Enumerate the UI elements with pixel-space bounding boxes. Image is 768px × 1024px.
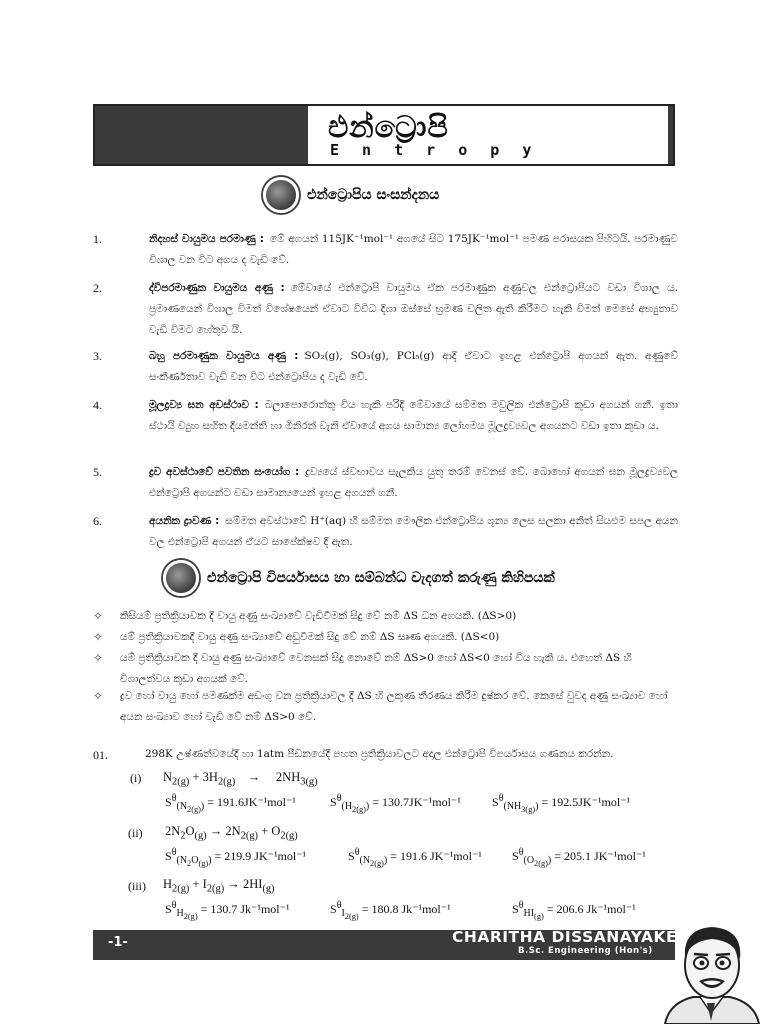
item-number: 4.	[93, 398, 102, 412]
list-item	[93, 462, 678, 504]
item-text: බලාපොරොත්තු විය හැකි පරිදි මේවායේ සම්මත මවුලික එන්ට්‍රොපි කුඩා අගයන් ගනී. ඉතා ස්ථායි ව්‍යුහ සහිත දියමන්ති හා මිනිරන් වැනි ඒවායේ අගය සාමාන්‍ය ලෝහමය මූලද්‍රව්‍යවල අගයනට වඩා ඉතා කුඩා ය.	[149, 399, 678, 432]
part-label: (ii)	[128, 826, 143, 840]
list-item	[93, 278, 678, 341]
page-title: එන්ට්‍රොපි	[328, 110, 449, 145]
item-number: 2.	[93, 281, 102, 295]
item-text: මේ අගයන් 115JK⁻¹mol⁻¹ අගයේ සිට 175JK⁻¹mol⁻¹ පමණ පරාසයක පිහිටයි. පරමාණුව විශාල වන විට අගය ද වැඩි වේ.	[149, 233, 678, 266]
rule-item	[93, 648, 678, 690]
item-text: සම්මත අවස්ථාවේ H⁺(aq) හි සම්මත මෞලික එන්ට්‍රොපිය ශූන්‍ය ලෙස සලකා අනිත් සියළුම සපල අයන වල එන්ට්‍රොපි අගයන් ඒයට සාපේක්ෂව දී ඇත.	[149, 515, 678, 548]
rule-item	[93, 627, 678, 648]
section-heading-comparison	[263, 175, 439, 215]
rule-item	[93, 686, 678, 728]
section-title: එන්ට්‍රොපිය සංසන්දනය	[307, 187, 440, 203]
item-number: 1.	[93, 232, 102, 246]
entropy-value: $S^\theta_{(N_{2(g)})} = 191.6JK^{-1}mol^{-1}$	[165, 793, 296, 815]
list-item	[93, 395, 678, 437]
rule-text: යම් ප්‍රතික්‍රියාවක දී වායු අණු සංඛ්‍යාවේ වෙනසක් සිදු නොවේ නම් ΔS>0 හෝ ΔS<0 හෝ විය හැකි ය. එහෙත් ΔS හි විශාලත්වය කුඩා අගයක් වේ.	[120, 652, 632, 685]
sparkle-bullet-icon: ✧	[93, 651, 104, 665]
reaction-equation: $2N_2O_{(g)} \to 2N_{2(g)} + O_{2(g)}$	[165, 824, 298, 842]
question-number: 01.	[93, 748, 108, 762]
item-label: අයනික ද්‍රාවණ :	[149, 515, 220, 527]
item-label: නිදහස් වායුමය පරමාණු :	[149, 233, 264, 245]
item-number: 3.	[93, 349, 102, 363]
item-label: බහු පරමාණුක වායුමය අණු :	[149, 350, 299, 362]
entropy-value: $S^\theta_{(N_{2(g)})} = 191.6$ JK⁻¹mol⁻¹	[348, 847, 482, 869]
list-item	[93, 346, 678, 388]
author-portrait-icon	[655, 915, 768, 1024]
list-item	[93, 511, 678, 553]
item-text: මේවායේ එන්ට්‍රොපි වායුමය ඒක පරමාණුක අණුවල එන්ට්‍රොපියට වඩා විශාල ය. ප්‍රමාණයෙන් විශාල විමත් විශේෂයෙන් ඒවාට විවිධ දිශා ඔස්සේ භ්‍රමණ චලිත ඇති කිරීමට හැකි විමත් මෙසේ අභ්‍යුතාව වැඩි විමට හේතුව යි.	[149, 282, 678, 336]
header-right-strip	[668, 106, 673, 164]
sparkle-bullet-icon: ✧	[93, 609, 104, 623]
item-number: 6.	[93, 514, 102, 528]
rule-text: ද්‍රව හෝ වායු හෝ පමණක්ම අඩංගු වන ප්‍රතික්‍රියාවල දී ΔS හි ලකුණ තීරණය කිරීම දුෂ්කර වේ. කෙසේ වුවද අණු සංඛ්‍යාව හෝ අයන සංඛ්‍යාව හෝ වැඩි වේ නම් ΔS>0 වේ.	[120, 690, 668, 723]
entropy-value: $S^\theta_{HI_{(g)}} = 206.6$ Jk⁻¹mol⁻¹	[512, 900, 636, 922]
sparkle-bullet-icon: ✧	[93, 689, 104, 703]
entropy-value: $S^\theta_{H_{2(g)}} = 130.7$ Jk⁻¹mol⁻¹	[165, 900, 290, 922]
author-degree: B.Sc. Engineering (Hon's)	[518, 946, 653, 956]
reaction-equation: $H_{2(g)} + I_{2(g)} \to 2HI_{(g)}$	[163, 877, 275, 895]
entropy-value: $S^\theta_{(O_{2(g)})} = 205.1$ JK⁻¹mol⁻¹	[512, 847, 646, 869]
rule-item	[93, 606, 678, 627]
sparkle-bullet-icon: ✧	[93, 630, 104, 644]
entropy-value: $S^\theta_{(H_{2(g)})} = 130.7JK^{-1}mol^{-1}$	[330, 793, 461, 815]
header-dark-block	[95, 106, 308, 164]
page-number: -1-	[108, 935, 128, 950]
question-text: 298K උෂ්ණත්වයේදී හා 1atm පීඩනයේදී පහත ප්‍රතික්‍රියාවලට අදාල එන්ට්‍රොපි විපර්යාසය ගණනය කරන්න.	[145, 748, 614, 760]
entropy-value: $S^\theta_{I_{2(g)}} = 180.8$ Jk⁻¹mol⁻¹	[330, 900, 451, 922]
list-item	[93, 229, 678, 271]
item-label: මූලද්‍රව්‍ය ඝන අවස්ථාව :	[149, 399, 259, 411]
entropy-value: $S^\theta_{(NH_{3(g)})} = 192.5JK^{-1}mol^{-1}$	[492, 793, 631, 815]
item-label: ද්‍රව අවස්ථාවේ පවතින සංයෝග :	[149, 466, 300, 478]
part-label: (i)	[130, 771, 142, 785]
author-name: CHARITHA DISSANAYAKE	[452, 928, 678, 946]
page-subtitle: E n t r o p y	[330, 141, 539, 159]
circle-bullet-icon	[263, 177, 299, 213]
section-heading-important-facts	[163, 558, 555, 598]
rule-text: කිසියම් ප්‍රතික්‍රියාවක දී වායු අණු සංඛ්‍යාවේ වැඩිවීමක් සිදු වේ නම් ΔS ධන අගයකි. (ΔS>0)	[120, 610, 517, 622]
section-title: එන්ට්‍රොපි විපර්යාසය හා සම්බන්ධ වැදගත් කරුණු කිහිපයක්	[207, 570, 555, 586]
circle-bullet-icon	[163, 560, 199, 596]
entropy-value: $S^\theta_{(N_2O_{(g)})} = 219.9$ JK⁻¹mol⁻¹	[165, 847, 307, 869]
rule-text: යම් ප්‍රතික්‍රියාවකදී වායු අණු සංඛ්‍යාවේ අඩුවීමක් සිදු වේ නම් ΔS සෘණ අගයකි. (ΔS<0)	[120, 631, 500, 643]
item-text: ද්‍රව්‍යයේ ස්වභාවය සැලකිය යුතු තරම් වෙනස් වේ. බොහෝ අගයන් ඝන මූලද්‍රව්‍යවල එන්ට්‍රොපි අගයන්ට වඩා සාමාන්‍යයෙන් ඉහළ අගයන් ගනී.	[149, 466, 679, 499]
part-label: (iii)	[128, 879, 146, 893]
item-number: 5.	[93, 465, 102, 479]
reaction-equation: $N_{2(g)} + 3H_{2(g)}$ → $2NH_{3(g)}$	[163, 770, 318, 788]
item-text: SO₂(g), SO₃(g), PCl₅(g) ආදි ඒවාට ඉහළ එන්ට්‍රොපි අගයන් ඇත. අණුවේ සංකීර්ණතාව වැඩි වන විට එන්ට්‍රොපිය ද වැඩි වේ.	[149, 350, 678, 383]
item-label: ද්විපරමාණුක වායුමය අණු :	[149, 282, 285, 294]
